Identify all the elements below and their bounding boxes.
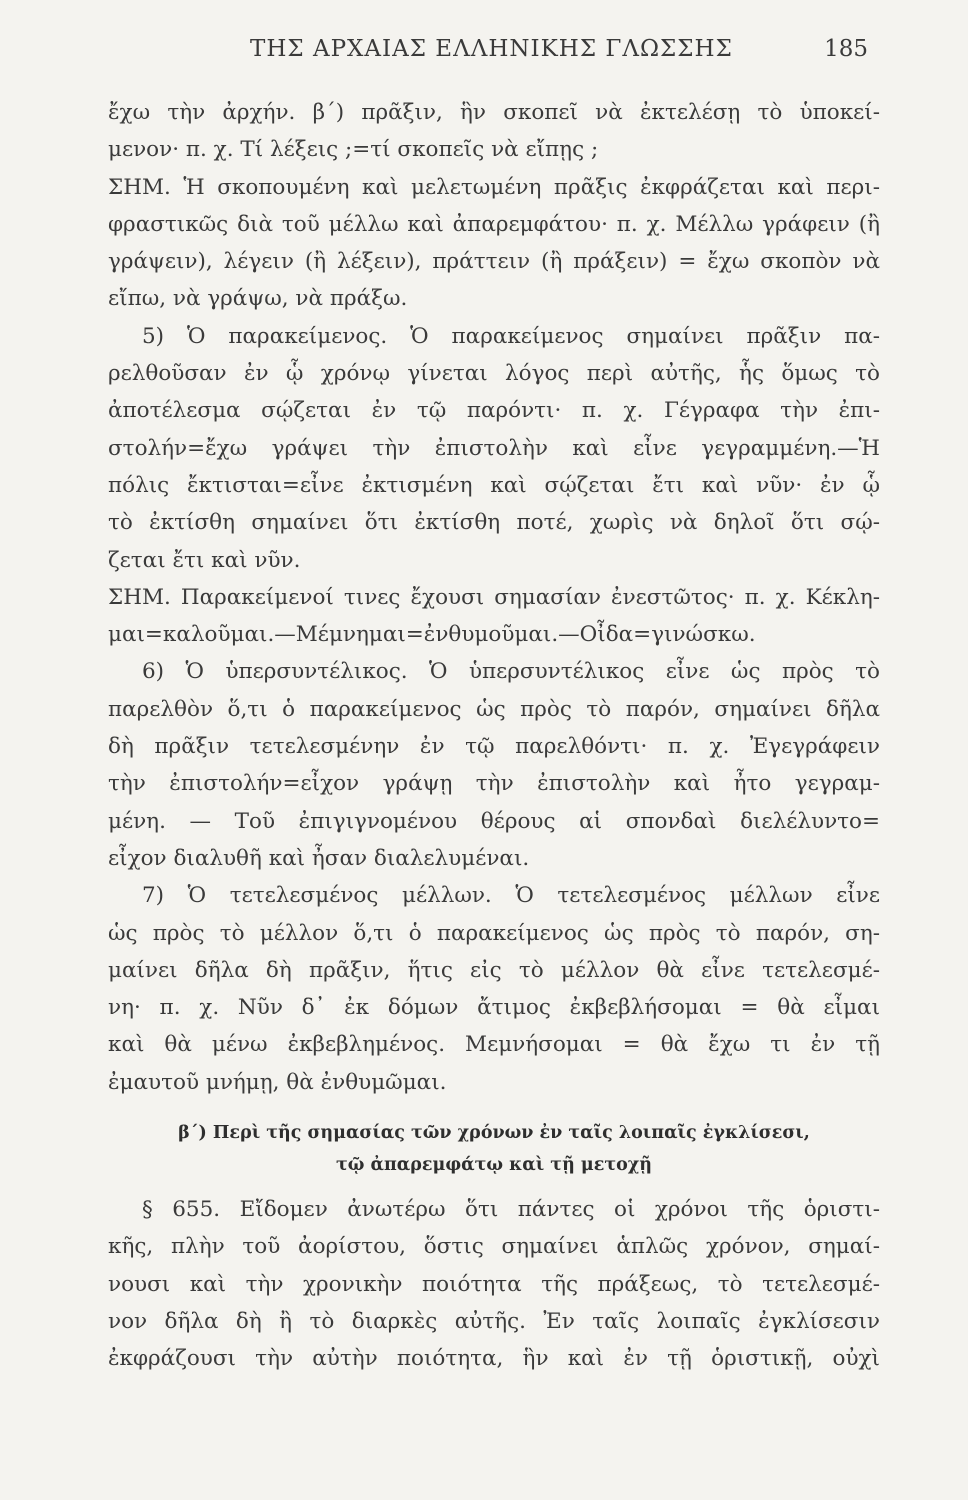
text-line: ἔχω τὴν ἀρχήν. β΄) πρᾶξιν, ἣν σκοπεῖ νὰ ἐκτελέσῃ τὸ ὑποκεί- (108, 100, 880, 125)
text-line: ὡς πρὸς τὸ μέλλον ὅ,τι ὁ παρακείμενος ὡς πρὸς τὸ παρόν, ση- (108, 920, 880, 946)
text-line: ρελθοῦσαν ἐν ᾧ χρόνῳ γίνεται λόγος περὶ αὐτῆς, ἧς ὅμως τὸ (108, 361, 880, 387)
note-line: εἴπω, νὰ γράψω, νὰ πράξω. (108, 286, 408, 312)
note-line: φραστικῶς διὰ τοῦ μέλλω καὶ ἀπαρεμφάτου· π. χ. Μέλλω γράφειν (ἢ (108, 211, 880, 237)
text-line: ἐκφράζουσι τὴν αὐτὴν ποιότητα, ἣν καὶ ἐν τῇ ὁριστικῇ, οὐχὶ (108, 1346, 880, 1372)
note-line: ΣΗΜ. Παρακείμενοί τινες ἔχουσι σημασίαν ἐνεστῶτος· π. χ. Κέκλη- (108, 584, 880, 610)
text-line: τὸ ἐκτίσθη σημαίνει ὅτι ἐκτίσθη ποτέ, χωρὶς νὰ δηλοῖ ὅτι σῴ- (108, 510, 880, 536)
text-line: τὴν ἐπιστολήν=εἶχον γράψῃ τὴν ἐπιστολὴν καὶ ἦτο γεγραμ- (108, 771, 880, 797)
text-line: 7) Ὁ τετελεσμένος μέλλων. Ὁ τετελεσμένος μέλλων εἶνε (142, 883, 880, 909)
text-line: καὶ θὰ μένω ἐκβεβλημένος. Μεμνήσομαι = θὰ ἔχω τι ἐν τῇ (108, 1032, 880, 1058)
text-line: 5) Ὁ παρακείμενος. Ὁ παρακείμενος σημαίνει πρᾶξιν πα- (142, 323, 880, 349)
text-line: στολήν=ἔχω γράψει τὴν ἐπιστολὴν καὶ εἶνε γεγραμμένη.—Ἡ (108, 435, 880, 461)
text-line: ζεται ἔτι καὶ νῦν. (108, 547, 301, 573)
running-head-title: ΤΗΣ ΑΡΧΑΙΑΣ ΕΛΛΗΝΙΚΗΣ ΓΛΩΣΣΗΣ (250, 36, 733, 62)
running-head (0, 36, 968, 66)
text-line: νη· π. χ. Νῦν δ᾽ ἐκ δόμων ἄτιμος ἐκβεβλήσομαι = θὰ εἶμαι (108, 995, 880, 1021)
text-line: μένη. — Τοῦ ἐπιγιγνομένου θέρους αἱ σπονδαὶ διελέλυντο= (108, 808, 880, 834)
section-heading-line: β΄) Περὶ τῆς σημασίας τῶν χρόνων ἐν ταῖς λοιπαῖς ἐγκλίσεσι, (178, 1123, 810, 1144)
text-line: 6) Ὁ ὑπερσυντέλικος. Ὁ ὑπερσυντέλικος εἶνε ὡς πρὸς τὸ (142, 659, 880, 685)
spacer (108, 1101, 880, 1115)
text-line: κῆς, πλὴν τοῦ ἀορίστου, ὅστις σημαίνει ἁπλῶς χρόνον, σημαί- (108, 1234, 880, 1260)
section-heading (108, 1117, 880, 1181)
text-line: ἀποτέλεσμα σῴζεται ἐν τῷ παρόντι· π. χ. Γέγραφα τὴν ἐπι- (108, 398, 880, 424)
text-line: παρελθὸν ὅ,τι ὁ παρακείμενος ὡς πρὸς τὸ παρόν, σημαίνει δῆλα (108, 696, 880, 722)
text-line: δὴ πρᾶξιν τετελεσμένην ἐν τῷ παρελθόντι· π. χ. Ἐγεγράφειν (108, 734, 880, 760)
text-line: εἶχον διαλυθῆ καὶ ἦσαν διαλελυμέναι. (108, 845, 530, 871)
section-heading-line: τῷ ἀπαρεμφάτῳ καὶ τῇ μετοχῇ (335, 1155, 653, 1176)
text-line: μενον· π. χ. Τί λέξεις ;=τί σκοπεῖς νὰ εἴπῃς ; (108, 137, 599, 163)
text-line: § 655. Εἴδομεν ἀνωτέρω ὅτι πάντες οἱ χρόνοι τῆς ὁριστι- (142, 1197, 880, 1223)
text-line: ἐμαυτοῦ μνήμῃ, θὰ ἐνθυμῶμαι. (108, 1069, 447, 1095)
text-line: νουσι καὶ τὴν χρονικὴν ποιότητα τῆς πράξεως, τὸ τετελεσμέ- (108, 1271, 880, 1297)
body-text (108, 94, 880, 1378)
text-line: νον δῆλα δὴ ἢ τὸ διαρκὲς αὐτῆς. Ἐν ταῖς λοιπαῖς ἐγκλίσεσιν (108, 1308, 880, 1334)
page-number: 185 (824, 36, 868, 62)
note-line: γράψειν), λέγειν (ἢ λέξειν), πράττειν (ἢ πράξειν) = ἔχω σκοπὸν νὰ (108, 249, 880, 275)
text-line: πόλις ἔκτισται=εἶνε ἐκτισμένη καὶ σῴζεται ἔτι καὶ νῦν· ἐν ᾧ (108, 472, 880, 498)
note-line: ΣΗΜ. Ἡ σκοπουμένη καὶ μελετωμένη πρᾶξις ἐκφράζεται καὶ περι- (108, 174, 880, 200)
text-line: μαίνει δῆλα δὴ πρᾶξιν, ἥτις εἰς τὸ μέλλον θὰ εἶνε τετελεσμέ- (108, 957, 880, 983)
note-line: μαι=καλοῦμαι.—Μέμνημαι=ἐνθυμοῦμαι.—Οἶδα=γινώσκω. (108, 622, 756, 648)
